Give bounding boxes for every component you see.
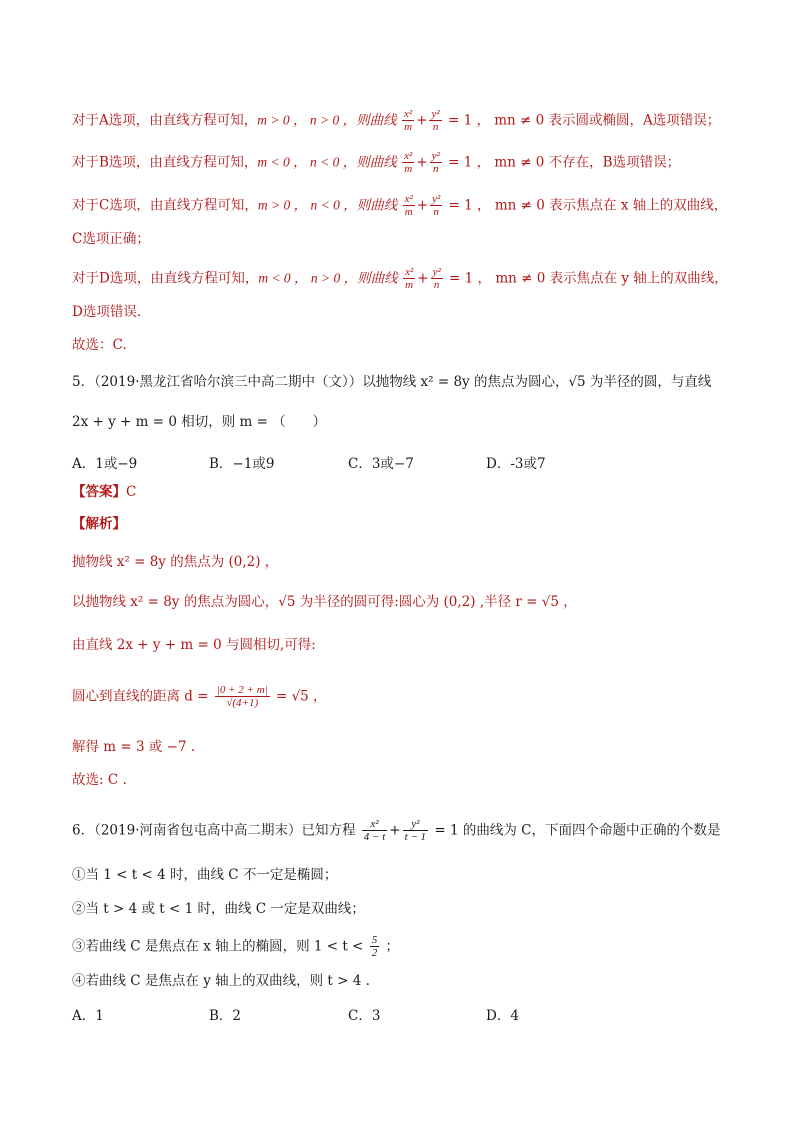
fraction xyxy=(403,193,415,219)
text: 对于C选项，由直线方程可知， xyxy=(72,197,258,214)
answer-tag: 【答案】 xyxy=(72,484,126,500)
fraction xyxy=(403,266,415,292)
q5-stem-line2: 2x + y + m = 0 相切，则 m = （ ） xyxy=(72,414,327,430)
q5-stem-line1: 5．（2019·黑龙江省哈尔滨三中高二期中（文））以抛物线 x² = 8y 的焦点为圆心，√5 为半径的圆，与直线 xyxy=(72,374,712,390)
numerator: y² xyxy=(431,150,440,162)
q6-choice-d: D．4 xyxy=(486,1008,519,1024)
numerator: x² xyxy=(404,150,413,162)
distance-fraction xyxy=(215,684,270,710)
fraction xyxy=(370,934,380,960)
denominator: √(4+1) xyxy=(226,697,259,709)
denominator: 4 − t xyxy=(363,831,386,843)
text: ③若曲线 C 是焦点在 x 轴上的椭圆，则 1 < t < xyxy=(72,938,368,955)
q4-conclusion: 故选：C. xyxy=(72,337,127,353)
q5-step3: 由直线 2x + y + m = 0 与圆相切,可得: xyxy=(72,637,316,653)
denominator: n xyxy=(432,121,439,133)
answer-value: C xyxy=(126,484,137,500)
fraction xyxy=(402,150,414,176)
text: m > 0 ， n > 0 ，则曲线 xyxy=(257,112,400,128)
fraction xyxy=(431,266,443,292)
text: 圆心到直线的距离 d = xyxy=(72,688,213,705)
text: = 1 ， mn ≠ 0 表示圆或椭圆，A选项错误； xyxy=(443,112,721,129)
numerator: x² xyxy=(404,193,413,205)
text: = 1 ， mn ≠ 0 表示焦点在 x 轴上的双曲线， xyxy=(444,197,728,214)
q6-stem: 6．（2019·河南省包屯高中高二期末）已知方程 $\frac{\text{x²}}{4 - t}$ + $\frac{\text{y²}}{t - 1}$ = 1 的曲线为 C，下面四个命题中正确的个数是 xyxy=(72,818,721,843)
q5-step4 xyxy=(72,684,327,710)
text: 6．（2019·河南省包屯高中高二期末）已知方程 xyxy=(72,822,360,839)
fraction xyxy=(430,150,442,176)
text: = √5 ， xyxy=(271,688,327,705)
denominator: t − 1 xyxy=(404,831,427,843)
fraction xyxy=(403,818,428,844)
fraction xyxy=(362,818,387,844)
q5-step5: 解得 m = 3 或 −7 . xyxy=(72,739,196,755)
q4-option-c-cont: C选项正确； xyxy=(72,231,150,247)
q4-option-c-line: 对于C选项，由直线方程可知，m > 0 ， n < 0 ，则曲线 $\frac{\text{x²}}{m}$ + $\frac{\text{y²}}{n}$ = 1 ， mn ≠ 0 表示焦点在 x 轴上的双曲线， xyxy=(72,193,728,218)
text: m < 0 ， n < 0 ，则曲线 xyxy=(257,154,401,170)
q6-proposition-3 xyxy=(72,934,399,960)
fraction xyxy=(429,108,441,134)
denominator: m xyxy=(404,163,413,175)
text: = 1 的曲线为 C，下面四个命题中正确的个数是 xyxy=(430,822,721,839)
denominator: m xyxy=(405,279,414,291)
q5-step1: 抛物线 x² = 8y 的焦点为 (0,2) ， xyxy=(72,554,279,570)
q6-proposition-1: ①当 1 < t < 4 时，曲线 C 不一定是椭圆； xyxy=(72,867,338,883)
numerator: x² xyxy=(362,818,387,831)
q5-choice-d: D．-3或7 xyxy=(486,456,546,472)
numerator: x² xyxy=(403,108,413,120)
q5-step6: 故选: C . xyxy=(72,772,127,788)
denominator: n xyxy=(433,279,440,291)
text: 对于D选项，由直线方程可知， xyxy=(72,270,259,287)
q5-step2: 以抛物线 x² = 8y 的焦点为圆心，√5 为半径的圆可得:圆心为 (0,2) ,半径 r = √5 ， xyxy=(72,594,577,610)
denominator: n xyxy=(433,206,439,218)
numerator: y² xyxy=(403,818,428,831)
denominator: 2 xyxy=(371,947,378,959)
text: = 1 ， mn ≠ 0 表示焦点在 y 轴上的双曲线， xyxy=(444,270,728,287)
fraction xyxy=(402,108,414,134)
q5-choice-b: B．−1或9 xyxy=(209,456,275,472)
q6-choice-c: C．3 xyxy=(348,1008,381,1024)
text: m < 0 ， n > 0 ，则曲线 xyxy=(258,270,402,286)
q5-answer xyxy=(72,483,136,501)
q6-choice-b: B．2 xyxy=(209,1008,242,1024)
numerator: x² xyxy=(405,266,414,278)
fraction xyxy=(430,193,442,219)
q4-option-d-line: 对于D选项，由直线方程可知，m < 0 ， n > 0 ，则曲线 $\frac{\text{x²}}{m}$ + $\frac{\text{y²}}{n}$ = 1 ， mn ≠ 0 表示焦点在 y 轴上的双曲线， xyxy=(72,266,728,291)
numerator: 5 xyxy=(371,934,378,946)
denominator: m xyxy=(404,206,413,218)
q4-option-d-cont: D选项错误. xyxy=(72,304,142,320)
text: = 1 ， mn ≠ 0 不存在，B选项错误； xyxy=(443,154,681,171)
numerator: y² xyxy=(432,193,441,205)
q6-proposition-4: ④若曲线 C 是焦点在 y 轴上的双曲线，则 t > 4 . xyxy=(72,973,370,989)
q5-choice-a: A．1或−9 xyxy=(72,456,138,472)
q6-proposition-2: ②当 t > 4 或 t < 1 时，曲线 C 一定是双曲线； xyxy=(72,901,365,917)
numerator: y² xyxy=(431,108,440,120)
q5-analysis-tag: 【解析】 xyxy=(72,516,126,532)
numerator: |0 + 2 + m| xyxy=(216,684,268,696)
numerator: y² xyxy=(432,266,441,278)
text: 对于A选项，由直线方程可知， xyxy=(72,112,258,129)
q4-option-a-line: 对于A选项，由直线方程可知，m > 0 ， n > 0 ，则曲线 $\frac{\text{x²}}{m}$ + $\frac{\text{y²}}{n}$ = 1 ， mn ≠ 0 表示圆或椭圆，A选项错误； xyxy=(72,108,721,133)
denominator: n xyxy=(433,163,439,175)
q5-choice-c: C．3或−7 xyxy=(348,456,414,472)
q6-choice-a: A．1 xyxy=(72,1008,104,1024)
text: 对于B选项，由直线方程可知， xyxy=(72,154,258,171)
denominator: m xyxy=(404,121,413,133)
q4-option-b-line: 对于B选项，由直线方程可知，m < 0 ， n < 0 ，则曲线 $\frac{\text{x²}}{m}$ + $\frac{\text{y²}}{n}$ = 1 ， mn ≠ 0 不存在，B选项错误； xyxy=(72,150,681,175)
text: ； xyxy=(381,938,399,955)
text: m > 0 ， n < 0 ，则曲线 xyxy=(257,197,401,213)
